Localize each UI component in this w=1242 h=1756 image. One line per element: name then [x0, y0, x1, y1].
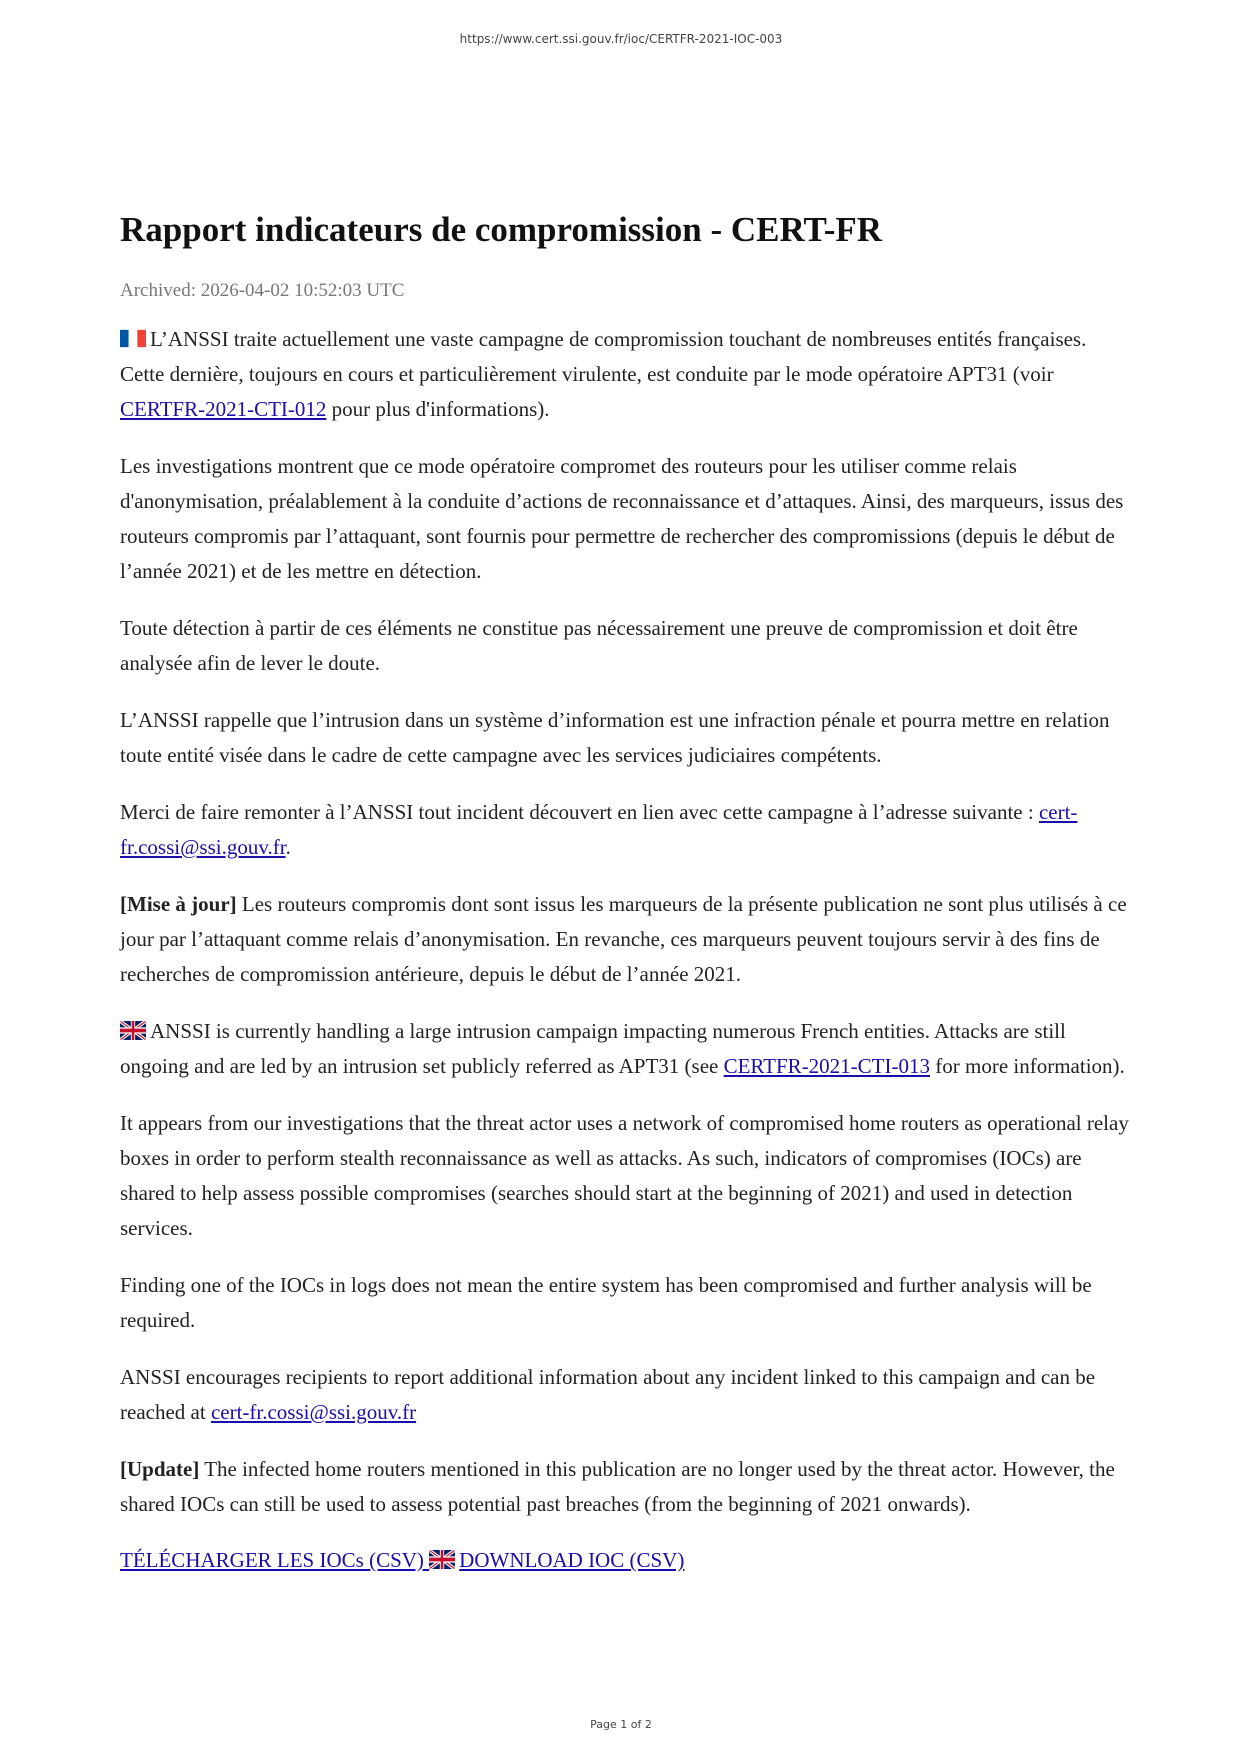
en-paragraph-contact: ANSSI encourages recipients to report additional information about any incident linked to this campaign and can be reached at cert-fr.cossi@ssi.gouv.fr: [120, 1365, 1096, 1424]
en-update-label: [Update]: [120, 1457, 200, 1481]
page-title: Rapport indicateurs de compromission - CERT-FR: [120, 210, 883, 249]
fr-contact-email-link[interactable]: cert-fr.cossi@ssi.gouv.fr: [120, 800, 1078, 859]
article: [120, 210, 1130, 1573]
fr-paragraph-legal: L’ANSSI rappelle que l’intrusion dans un système d’information est une infraction pénale et pourra mettre en relation toute entité visée dans le cadre de cette campagne avec les services judiciaires compétents.: [120, 708, 1110, 767]
en-contact-email-link[interactable]: cert-fr.cossi@ssi.gouv.fr: [210, 1400, 417, 1424]
fr-update-label: [Mise à jour]: [120, 892, 237, 916]
cti-012-link[interactable]: CERTFR-2021-CTI-012: [120, 397, 327, 421]
en-paragraph-intro: ANSSI is currently handling a large intrusion campaign impacting numerous French entities. Attacks are still ongoing and are led by an intrusion set publicly referred as APT31 (see CERTFR-2021-CTI-013 for more information).: [120, 1019, 1125, 1078]
fr-paragraph-update: [Mise à jour] Les routeurs compromis dont sont issus les marqueurs de la présente publication ne sont plus utilisés à ce jour par l’attaquant comme relais d’anonymisation. En revanche, ces marqueurs peuvent toujours servir à des fins de recherches de compromission antérieure, depuis le début de l’année 2021.: [120, 892, 1127, 986]
uk-flag-icon: [120, 1021, 146, 1040]
en-paragraph-update: [Update] The infected home routers mentioned in this publication are no longer used by the threat actor. However, the shared IOCs can still be used to assess potential past breaches (from the beginning of 2021 onwards).: [120, 1457, 1115, 1516]
fr-paragraph-intro: L’ANSSI traite actuellement une vaste campagne de compromission touchant de nombreuses entités françaises. Cette dernière, toujours en cours et particulièrement virulente, est conduite par le mode opératoire APT31 (voir CERTFR-2021-CTI-012 pour plus d'informations).: [120, 327, 1087, 421]
fr-paragraph-detection: Toute détection à partir de ces éléments ne constitue pas nécessairement une preuve de compromission et doit être analysée afin de lever le doute.: [120, 616, 1078, 675]
en-paragraph-detection: Finding one of the IOCs in logs does not mean the entire system has been compromised and further analysis will be required.: [120, 1273, 1092, 1332]
fr-paragraph-contact: Merci de faire remonter à l’ANSSI tout incident découvert en lien avec cette campagne à l’adresse suivante : cert-fr.cossi@ssi.gouv.fr.: [120, 800, 1078, 859]
en-paragraph-investigations: It appears from our investigations that the threat actor uses a network of compromised home routers as operational relay boxes in order to perform stealth reconnaissance as well as attacks. As such, indicators of compromises (IOCs) are shared to help assess possible compromises (searches should start at the beginning of 2021) and used in detection services.: [120, 1111, 1129, 1240]
download-links: [120, 1548, 1130, 1573]
uk-flag-icon: [429, 1550, 455, 1569]
page-url-header: https://www.cert.ssi.gouv.fr/ioc/CERTFR-2021-IOC-003: [459, 32, 783, 46]
fr-paragraph-investigations: Les investigations montrent que ce mode opératoire compromet des routeurs pour les utiliser comme relais d'anonymisation, préalablement à la conduite d’actions de reconnaissance et d’attaques. Ainsi, des marqueurs, issus des routeurs compromis par l’attaquant, sont fournis pour permettre de rechercher des compromissions (depuis le début de l’année 2021) et de les mettre en détection.: [120, 454, 1124, 583]
download-csv-link[interactable]: TÉLÉCHARGER LES IOCs (CSV) DOWNLOAD IOC (CSV): [120, 1548, 685, 1572]
cti-013-link[interactable]: CERTFR-2021-CTI-013: [723, 1054, 930, 1078]
archived-timestamp: Archived: 2026-04-02 10:52:03 UTC: [120, 280, 405, 301]
page-number: Page 1 of 2: [590, 1718, 652, 1731]
france-flag-icon: [120, 329, 146, 348]
